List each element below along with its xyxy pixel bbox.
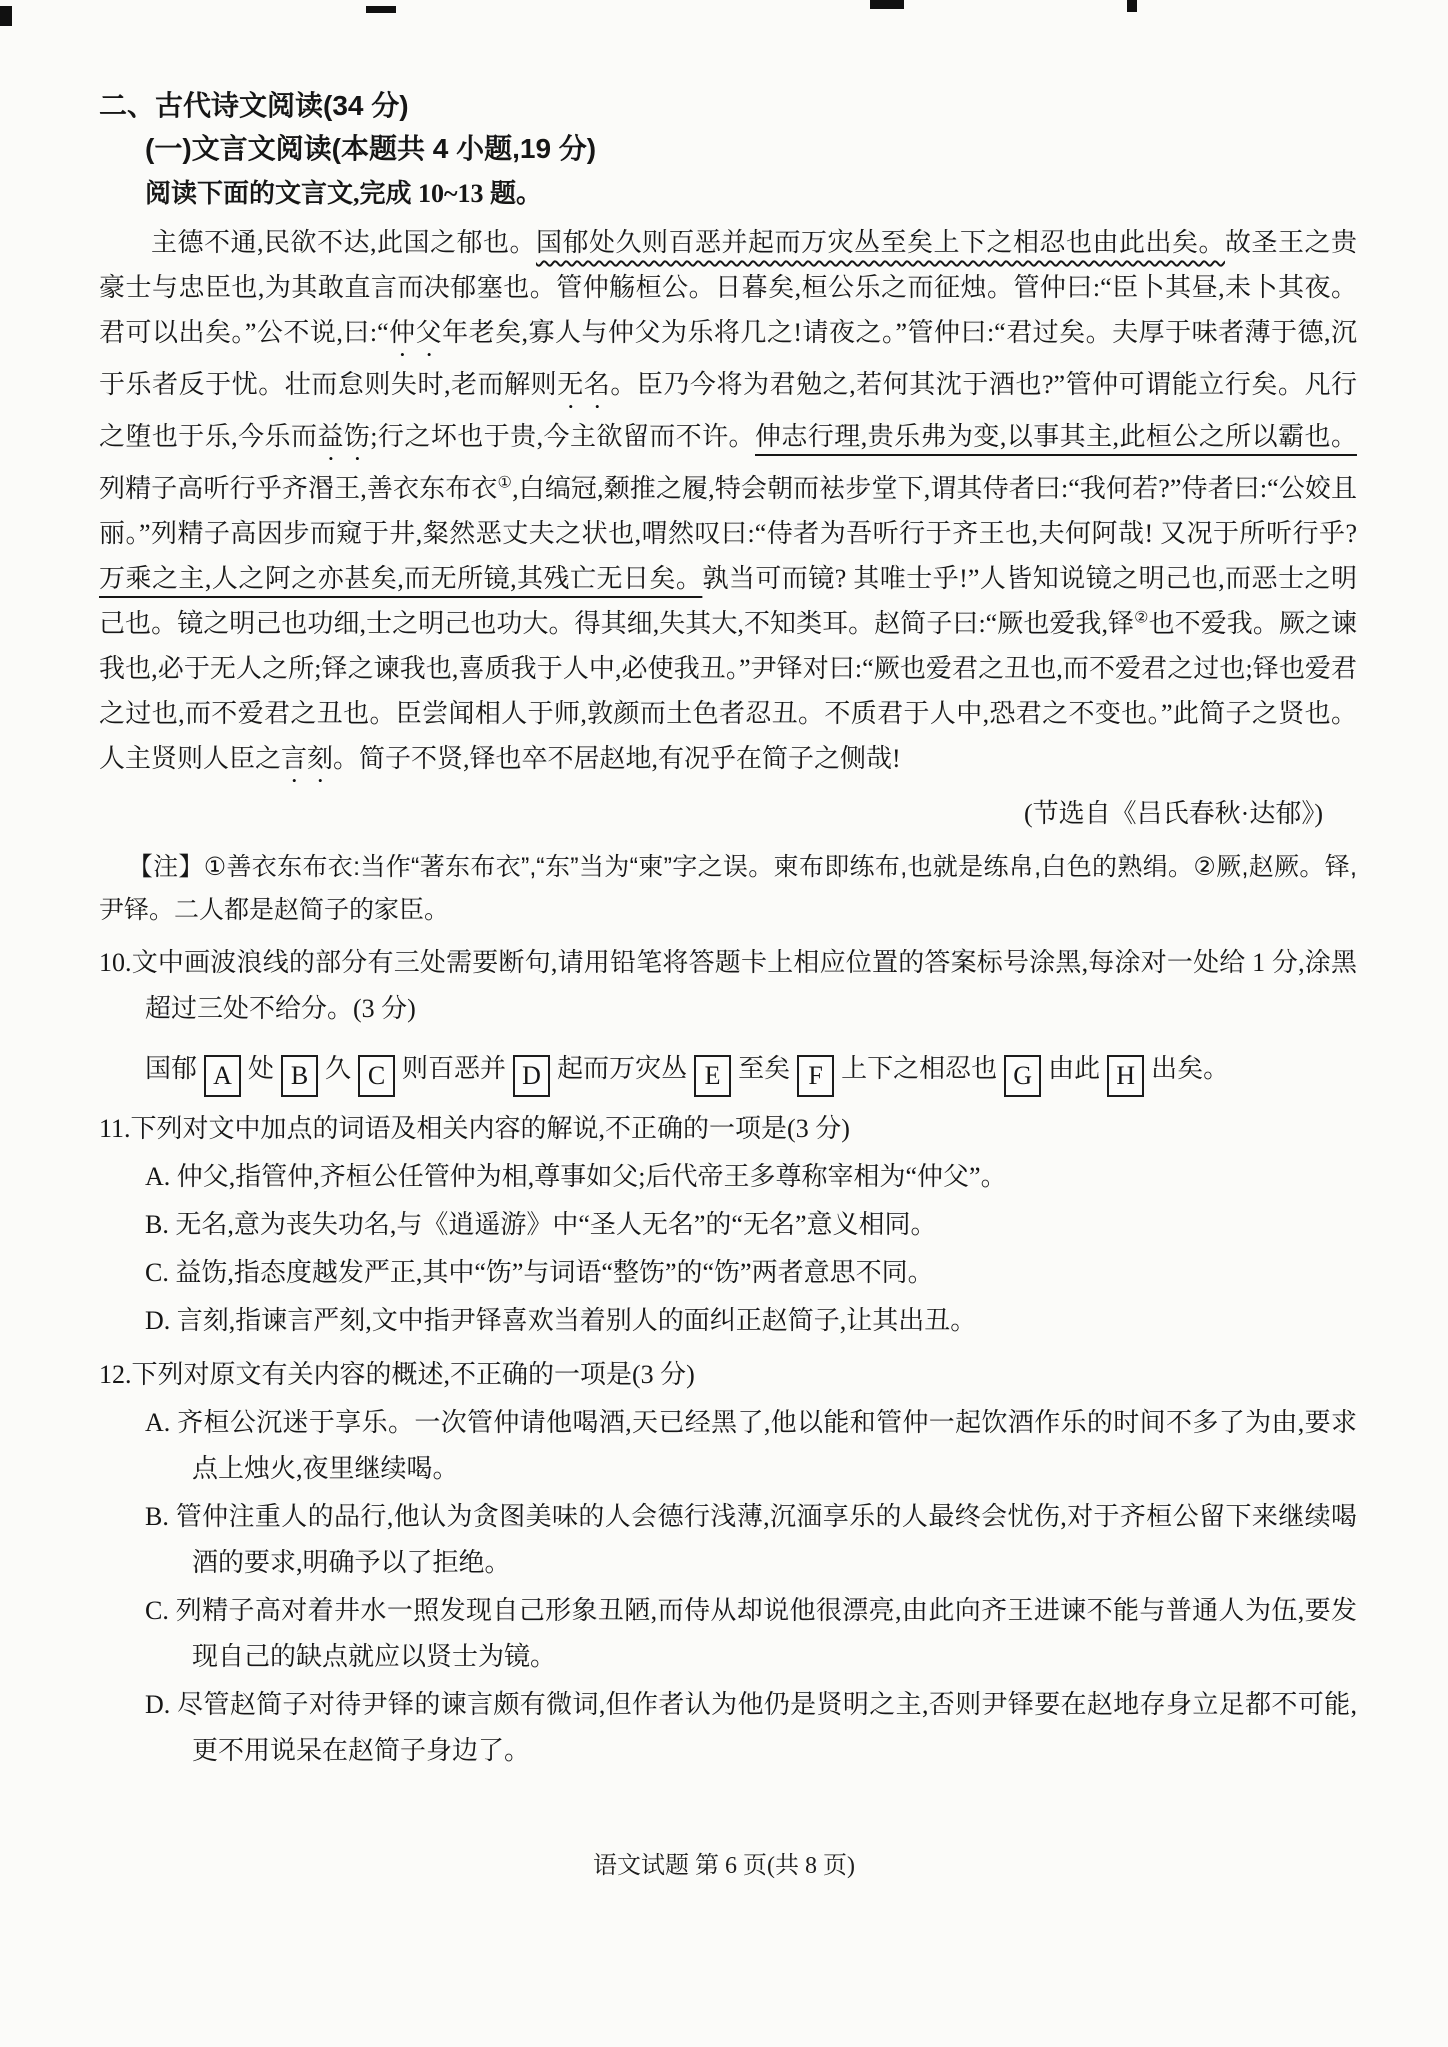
question-10-text: 文中画波浪线的部分有三处需要断句,请用铅笔将答题卡上相应位置的答案标号涂黑,每涂对一处给 1 分,涂黑超过三处不给分。(3 分) xyxy=(131,948,1357,1023)
scan-artifact xyxy=(870,0,904,9)
answer-line-text: 起而万灾丛 xyxy=(557,1054,688,1083)
passage-segment-plain: 。臣乃今将为君勉之,若何其沈于酒也?”管仲可谓能立行矣。凡行之堕也于乐,今乐而 xyxy=(99,370,1357,451)
option-B xyxy=(145,1494,1357,1586)
option-D xyxy=(145,1298,1357,1344)
option-text: 列精子高对着井水一照发现自己形象丑陋,而侍从却说他很漂亮,由此向齐王进谏不能与普通人为伍,要发现自己的缺点就应以贤士为镜。 xyxy=(175,1596,1357,1671)
option-label: C. xyxy=(145,1596,176,1625)
question-11-stem xyxy=(99,1106,1357,1152)
option-label: A. xyxy=(145,1162,177,1191)
answer-box-F: F xyxy=(797,1055,834,1097)
section-title: 二、古代诗文阅读(34 分) xyxy=(99,90,409,121)
question-12 xyxy=(99,1352,1357,1774)
answer-line-text: 久 xyxy=(325,1054,352,1083)
scan-artifact xyxy=(0,6,12,26)
passage-segment-plain: ,白缟冠,颡推之履,特会朝而袪步堂下,谓其侍者曰:“我何若?”侍者曰:“公姣且丽。”列精子高因步而窥于井,粲然恶丈夫之状也,喟然叹曰:“侍者为吾听行于齐王也,夫何阿哉! 又况于所听行乎? xyxy=(99,474,1357,548)
option-text: 尽管赵简子对待尹铎的谏言颇有微词,但作者认为他仍是贤明之主,否则尹铎要在赵地存身立足都不可能,更不用说呆在赵简子身边了。 xyxy=(177,1690,1357,1765)
answer-box-H: H xyxy=(1107,1055,1144,1097)
option-C xyxy=(145,1250,1357,1296)
classical-passage xyxy=(99,220,1357,788)
passage-source: (节选自《吕氏春秋·达郁》) xyxy=(1024,799,1323,828)
scan-artifact xyxy=(1127,0,1137,12)
passage-segment-plain: 列精子高听行乎齐湣王,善衣东布衣 xyxy=(99,474,498,503)
question-10 xyxy=(99,940,1357,1098)
option-text: 益饬,指态度越发严正,其中“饬”与词语“整饬”的“饬”两者意思不同。 xyxy=(175,1258,934,1287)
passage-segment-dot: 言刻 xyxy=(281,744,334,773)
answer-line-text: 则百恶并 xyxy=(402,1054,507,1083)
question-12-stem xyxy=(99,1352,1357,1398)
question-12-number: 12. xyxy=(99,1360,132,1389)
answer-line-text: 处 xyxy=(248,1054,275,1083)
answer-line-text: 由此 xyxy=(1048,1054,1101,1083)
passage-notes: 【注】①善衣东布衣:当作“著东布衣”,“东”当为“柬”字之误。柬布即练布,也就是练帛,白色的熟绢。②厥,赵厥。铎,尹铎。二人都是赵简子的家臣。 xyxy=(99,853,1357,924)
passage-segment-sup: ① xyxy=(497,474,513,492)
answer-line-text: 上下之相忍也 xyxy=(841,1054,998,1083)
answer-line-text: 出矣。 xyxy=(1151,1054,1230,1083)
passage-segment-sup: ② xyxy=(1134,609,1149,627)
question-10-stem xyxy=(99,940,1357,1032)
option-label: D. xyxy=(145,1690,178,1719)
answer-line-text: 国郁 xyxy=(145,1054,198,1083)
answer-line-text: 至矣 xyxy=(738,1054,791,1083)
passage-segment-plain: 故圣王之贵豪士与忠臣也,为其敢直言而决郁塞也。管仲觞桓公。日暮矣,桓公乐之而征烛。管仲曰:“臣卜其昼,未卜其夜。君可以出矣。”公不说,曰:“ xyxy=(99,228,1357,347)
option-text: 仲父,指管仲,齐桓公任管仲为相,尊事如父;后代帝王多尊称宰相为“仲父”。 xyxy=(176,1162,1007,1191)
passage-segment-dot: 仲父 xyxy=(388,318,443,347)
option-C xyxy=(145,1588,1357,1680)
option-text: 无名,意为丧失功名,与《逍遥游》中“圣人无名”的“无名”意义相同。 xyxy=(175,1210,937,1239)
passage-segment-plain: ;行之坏也于贵,今主欲留而不许。 xyxy=(370,422,755,451)
question-12-options xyxy=(145,1400,1357,1774)
question-11-number: 11. xyxy=(99,1114,131,1143)
question-10-number: 10. xyxy=(99,948,132,977)
question-11-text: 下列对文中加点的词语及相关内容的解说,不正确的一项是(3 分) xyxy=(130,1114,850,1143)
option-label: A. xyxy=(145,1408,178,1437)
option-label: B. xyxy=(145,1210,176,1239)
question-11-options xyxy=(145,1154,1357,1344)
passage-segment-plain: 。简子不贤,铎也卒不居赵地,有况乎在简子之侧哉! xyxy=(333,744,901,773)
answer-box-C: C xyxy=(358,1055,395,1097)
question-11 xyxy=(99,1106,1357,1344)
option-A xyxy=(145,1400,1357,1492)
page-content xyxy=(99,86,1357,1774)
option-text: 言刻,指谏言严刻,文中指尹铎喜欢当着别人的面纠正赵简子,让其出丑。 xyxy=(176,1306,977,1335)
subsection-title: (一)文言文阅读(本题共 4 小题,19 分) xyxy=(145,133,597,164)
passage-segment-plain: 主德不通,民欲不达,此国之郁也。 xyxy=(151,228,536,257)
option-label: D. xyxy=(145,1306,177,1335)
page-footer: 语文试题 第 6 页(共 8 页) xyxy=(593,1853,855,1879)
option-text: 管仲注重人的品行,他认为贪图美味的人会德行浅薄,沉湎享乐的人最终会忧伤,对于齐桓公留下来继续喝酒的要求,明确予以了拒绝。 xyxy=(175,1502,1357,1577)
passage-segment-plain: 孰当可而镜? 其唯士乎!”人皆知说镜之明己也,而恶士之明己也。镜之明己也功细,士之明己也功大。得其细,失其大,不知类耳。赵简子曰:“厥也爱我,铎 xyxy=(99,564,1357,638)
answer-box-B: B xyxy=(281,1055,318,1097)
answer-box-E: E xyxy=(694,1055,731,1097)
passage-segment-under: 伸志行理,贵乐弗为变,以事其主,此桓公之所以霸也。 xyxy=(755,422,1357,451)
option-A xyxy=(145,1154,1357,1200)
question-12-text: 下列对原文有关内容的概述,不正确的一项是(3 分) xyxy=(131,1360,695,1389)
scan-artifact xyxy=(366,6,396,13)
passage-segment-under: 万乘之主,人之阿之亦甚矣,而无所镜,其残亡无日矣。 xyxy=(99,564,703,593)
option-label: C. xyxy=(145,1258,176,1287)
answer-box-G: G xyxy=(1004,1055,1041,1097)
passage-segment-wavy: 国郁处久则百恶并起而万灾丛至矣上下之相忍也由此出矣。 xyxy=(535,228,1225,257)
passage-segment-dot: 益饬 xyxy=(317,422,371,451)
passage-segment-dot: 无名 xyxy=(557,370,611,399)
option-B xyxy=(145,1202,1357,1248)
passage-segment-plain: 年老矣,寡人与仲父为乐将几之!请夜之。”管仲曰:“君过矣。夫厚于味者薄于德,沉于乐者反于忧。壮而怠则失时,老而解则 xyxy=(99,318,1357,399)
option-label: B. xyxy=(145,1502,176,1531)
passage-segment-plain: 也不爱我。厥之谏我也,必于无人之所;铎之谏我也,喜质我于人中,必使我丑。”尹铎对曰:“厥也爱君之丑也,而不爱君之过也;铎也爱君之过也,而不爱君之丑也。臣尝闻相人于师,敦颜而土色者忍丑。不质君于人中,恐君之不变也。”此简子之贤也。人主贤则人臣之 xyxy=(99,609,1357,773)
reading-instruction: 阅读下面的文言文,完成 10~13 题。 xyxy=(145,179,543,208)
answer-box-D: D xyxy=(513,1055,550,1097)
option-text: 齐桓公沉迷于享乐。一次管仲请他喝酒,天已经黑了,他以能和管仲一起饮酒作乐的时间不多了为由,要求点上烛火,夜里继续喝。 xyxy=(177,1408,1357,1483)
question-10-answer-line xyxy=(145,1040,1357,1098)
answer-box-A: A xyxy=(204,1055,241,1097)
option-D xyxy=(145,1682,1357,1774)
